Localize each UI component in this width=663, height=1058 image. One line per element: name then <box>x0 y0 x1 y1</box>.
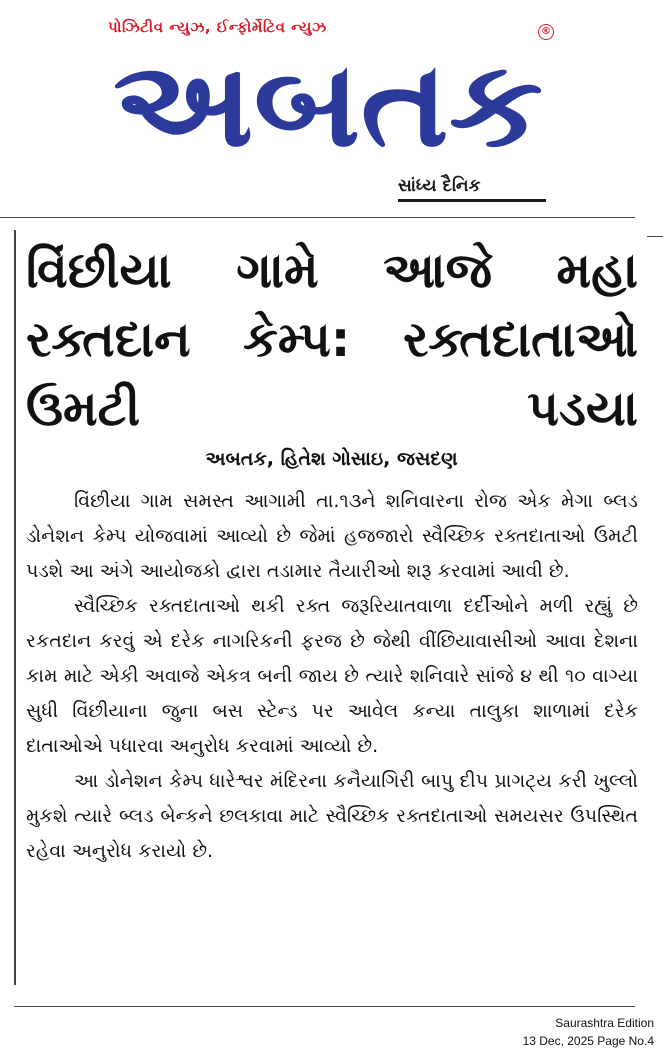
registered-trademark-icon: ® <box>538 24 554 40</box>
footer-edition: Saurashtra Edition <box>555 1016 654 1030</box>
article-headline: વિંછીયા ગામે આજે મહા રક્તદાન કેમ્પ: રક્તદાતાઓ ઉમટી પડયા <box>26 242 638 437</box>
article-paragraph-2: સ્વૈચ્છિક રક્તદાતાઓ થકી રક્ત જરૂરિયાતવાળા દર્દીઓને મળી રહ્યું છે રકતદાન કરવું એ દરેક નાગરિકની ફરજ છે જેથી વીંછિયાવાસીઓ આવા દેશના કામ માટે એકી અવાજે એકત્ર બની જાય છે ત્યારે શનિવારે સાંજે ૪ થી ૧૦ વાગ્યા સુધી વિંછીયાના જુના બસ સ્ટેન્ડ પર આવેલ કન્યા તાલુકા શાળામાં દરેક દાતાઓએ પધારવા અનુરોધ કરવામાં આવ્યો છે. <box>26 595 638 757</box>
page-footer <box>523 1014 654 1050</box>
article-body <box>26 484 638 869</box>
header-divider <box>0 217 635 218</box>
footer-divider <box>14 1006 635 1007</box>
masthead-tagline: પોઝિટીવ ન્યુઝ, ઈન્ફોર્મેટિવ ન્યુઝ <box>108 18 327 36</box>
logo-wordmark: અબતક <box>113 40 543 170</box>
edition-label: સાંધ્ય દૈનિક <box>398 176 481 196</box>
newspaper-logo <box>108 40 548 170</box>
masthead <box>0 0 663 215</box>
footer-date-page: 13 Dec, 2025 Page No.4 <box>522 1034 654 1048</box>
header-divider-stub <box>647 236 663 237</box>
article-byline: અબતક, હિતેશ ગોસાઇ, જસદણ <box>205 448 458 470</box>
edition-underline <box>398 199 546 202</box>
column-rule <box>14 230 16 985</box>
article-paragraph-3: આ ડોનેશન કેમ્પ ધારેશ્વર મંદિરના કનૈયાગિરી બાપુ દીપ પ્રાગટ્ય કરી ખુલ્લો મુકશે ત્યારે બ્લડ બેન્કને છલકાવા માટે સ્વૈચ્છિક રક્તદાતાઓ સમયસર ઉપસ્થિત રહેવા અનુરોધ કરાયો છે. <box>26 770 638 862</box>
article-paragraph-1: વિંછીયા ગામ સમસ્ત આગામી તા.૧૩ને શનિવારના રોજ એક મેગા બ્લડ ડોનેશન કેમ્પ યોજવામાં આવ્યો છે જેમાં હજજારો સ્વૈચ્છિક રક્તદાતાઓ ઉમટી પડશે આ અંગે આયોજકો દ્વારા તડામાર તૈયારીઓ શરૂ કરવામાં આવી છે. <box>26 490 638 582</box>
